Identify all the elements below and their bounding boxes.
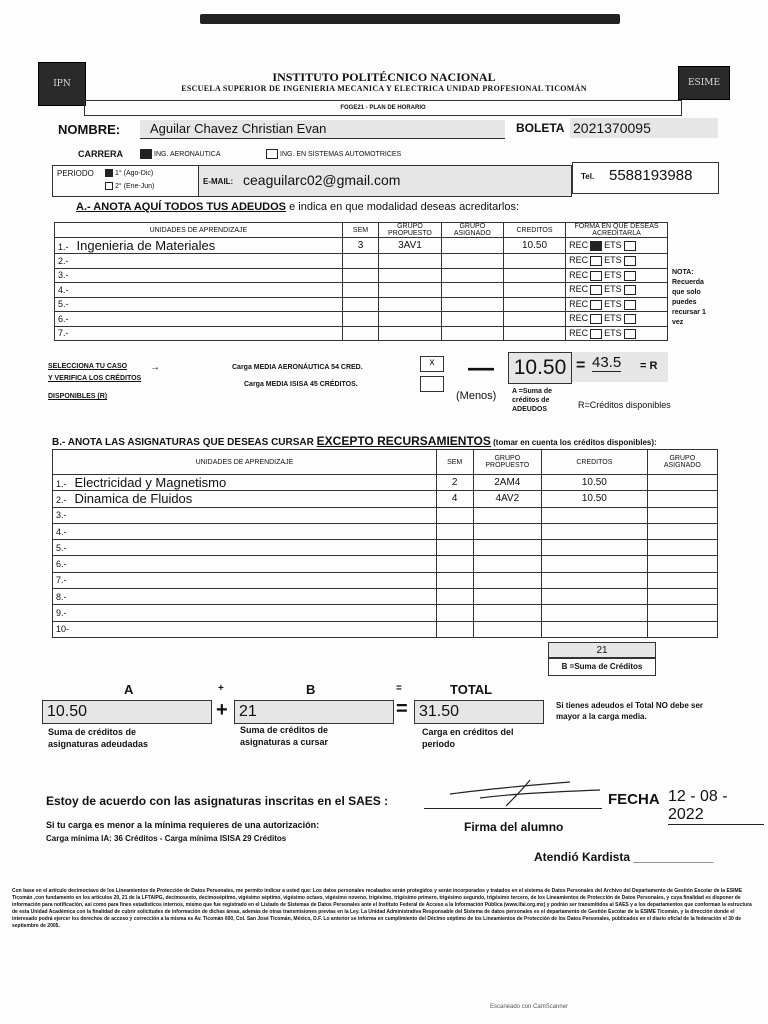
- r-label: = R: [640, 360, 658, 372]
- b-sum-value: 21: [596, 645, 608, 656]
- asignatura-sem[interactable]: [436, 621, 473, 637]
- asignatura-ua[interactable]: [53, 589, 437, 605]
- adeudos-header-row: [55, 223, 668, 238]
- carrera-opt-aero[interactable]: [138, 149, 221, 159]
- asignatura-grupo[interactable]: [473, 523, 542, 539]
- col-header: CREDITOS: [542, 450, 648, 475]
- adeudo-sem[interactable]: [342, 283, 378, 298]
- ets-label: ETS: [604, 298, 622, 309]
- adeudo-grupo[interactable]: [379, 283, 442, 298]
- row-number: 4.-: [56, 526, 67, 537]
- row-number: 10-: [56, 624, 70, 635]
- b-sum-caption: B =Suma de Créditos: [548, 657, 656, 676]
- ets-checkbox[interactable]: [624, 285, 636, 295]
- asignatura-row: [53, 475, 718, 491]
- periodo-opt1[interactable]: [103, 169, 153, 177]
- email-value: ceaguilarc02@gmail.com: [243, 172, 401, 188]
- row-number: 4.-: [58, 284, 69, 295]
- asignatura-sem[interactable]: [436, 523, 473, 539]
- total-a-value: 10.50: [47, 703, 88, 720]
- min-values: Carga mínima IA: 36 Créditos - Carga mínima ISISA 29 Créditos: [46, 834, 287, 843]
- asignatura-asig[interactable]: [647, 540, 717, 556]
- section-a-title-bold: A.- ANOTA AQUÍ TODOS TUS ADEUDOS: [76, 201, 287, 213]
- adeudo-forma[interactable]: [566, 297, 668, 312]
- asignatura-ua-value: Dinamica de Fluidos: [74, 491, 193, 507]
- adeudo-asig[interactable]: [441, 238, 503, 254]
- kardista-label[interactable]: Atendió Kardista ____________: [534, 850, 714, 864]
- adeudo-cred[interactable]: [503, 254, 565, 269]
- asignaturas-table: [52, 449, 718, 638]
- ets-checkbox[interactable]: [624, 241, 636, 251]
- asignatura-asig[interactable]: [647, 605, 717, 621]
- asignatura-row: [53, 523, 718, 539]
- ets-label: ETS: [604, 240, 622, 251]
- asignatura-sem[interactable]: [436, 589, 473, 605]
- adeudo-asig[interactable]: [441, 254, 503, 269]
- asignatura-asig[interactable]: [647, 475, 717, 491]
- adeudo-grupo[interactable]: [379, 297, 442, 312]
- total-label: TOTAL: [450, 682, 493, 697]
- row-number: 7.-: [56, 575, 67, 586]
- adeudo-ua[interactable]: [55, 326, 343, 341]
- asignatura-ua-value: Electricidad y Magnetismo: [74, 475, 227, 491]
- ets-checkbox[interactable]: [624, 329, 636, 339]
- asignatura-sem[interactable]: [436, 605, 473, 621]
- a-sum-box: [508, 352, 572, 384]
- r-value: 43.5: [592, 354, 622, 371]
- adeudo-forma[interactable]: [566, 268, 668, 283]
- ets-label: ETS: [604, 313, 622, 324]
- adeudo-sem[interactable]: [342, 268, 378, 283]
- adeudo-row: [55, 326, 668, 341]
- asignatura-cred[interactable]: 10.50: [542, 491, 648, 507]
- checkbox-checked-icon: [140, 149, 152, 159]
- carrera-opt-aero-label: ING. AERONAUTICA: [154, 150, 221, 158]
- rec-checkbox[interactable]: [590, 300, 602, 310]
- carga-isisa-checkbox[interactable]: [420, 376, 444, 392]
- section-a-title-rest: e indica en que modalidad deseas acreditarlos:: [286, 201, 520, 213]
- esime-logo: ESIME: [678, 66, 730, 100]
- asignatura-cred[interactable]: [542, 540, 648, 556]
- section-b-title-c: (tomar en cuenta los créditos disponibles):: [490, 438, 657, 447]
- nombre-value: Aguilar Chavez Christian Evan: [150, 121, 327, 136]
- signature-image: [440, 772, 610, 812]
- rec-label: REC: [569, 298, 589, 309]
- row-number: 7.-: [58, 328, 69, 339]
- row-number: 8.-: [56, 591, 67, 602]
- adeudo-forma[interactable]: [566, 254, 668, 269]
- ets-label: ETS: [604, 327, 622, 338]
- form-code: FOGE21 - PLAN DE HORARIO: [340, 105, 426, 111]
- rec-checkbox[interactable]: [590, 285, 602, 295]
- asignatura-ua[interactable]: [53, 572, 437, 588]
- scan-edge: [200, 14, 620, 24]
- total-eq-top: =: [396, 683, 402, 694]
- rec-label: REC: [569, 327, 589, 338]
- asignatura-asig[interactable]: [647, 589, 717, 605]
- asignatura-row: [53, 556, 718, 572]
- row-number: 6.-: [56, 559, 67, 570]
- asignatura-cred[interactable]: [542, 605, 648, 621]
- ets-label: ETS: [604, 255, 622, 266]
- asignatura-grupo[interactable]: [473, 605, 542, 621]
- arrow-right-icon: →: [150, 362, 160, 373]
- carrera-label: CARRERA: [78, 149, 123, 159]
- asignatura-grupo[interactable]: [473, 540, 542, 556]
- adeudo-row: [55, 312, 668, 327]
- asignatura-row: [53, 540, 718, 556]
- asignatura-grupo[interactable]: 4AV2: [473, 491, 542, 507]
- asignatura-sem[interactable]: [436, 507, 473, 523]
- rec-label: REC: [569, 284, 589, 295]
- min-note: Si tu carga es menor a la mínima requieres de una autorización:: [46, 820, 320, 830]
- section-b-title: [52, 434, 657, 448]
- carga-aero: Carga MEDIA AERONÁUTICA 54 CRED.: [232, 364, 363, 371]
- adeudo-ua-value: Ingenieria de Materiales: [76, 238, 216, 253]
- asignatura-row: [53, 572, 718, 588]
- asignatura-asig[interactable]: [647, 572, 717, 588]
- adeudo-ua[interactable]: [55, 268, 343, 283]
- asignatura-ua[interactable]: [53, 621, 437, 637]
- tel-box[interactable]: [572, 162, 719, 194]
- ets-checkbox[interactable]: [624, 271, 636, 281]
- asignatura-ua[interactable]: [53, 475, 437, 491]
- email-label: E-MAIL:: [203, 177, 234, 186]
- col-header: UNIDADES DE APRENDIZAJE: [55, 223, 343, 238]
- carga-aero-checkbox[interactable]: [420, 356, 444, 372]
- adeudo-row: [55, 297, 668, 312]
- row-number: 5.-: [58, 299, 69, 310]
- rec-checkbox[interactable]: [590, 256, 602, 266]
- rec-checkbox[interactable]: [590, 314, 602, 324]
- rec-checkbox[interactable]: [590, 271, 602, 281]
- rec-label: REC: [569, 240, 589, 251]
- asignatura-sem[interactable]: [436, 540, 473, 556]
- adeudo-asig[interactable]: [441, 297, 503, 312]
- adeudo-asig[interactable]: [441, 326, 503, 341]
- asignatura-row: [53, 507, 718, 523]
- col-header: GRUPO PROPUESTO: [473, 450, 542, 475]
- row-number: 3.-: [58, 270, 69, 281]
- school-name: ESCUELA SUPERIOR DE INGENIERIA MECANICA Y ELECTRICA UNIDAD PROFESIONAL TICOMÁN: [181, 84, 587, 93]
- nombre-field[interactable]: [140, 120, 505, 139]
- row-number: 1.-: [58, 242, 69, 252]
- adeudo-row: [55, 283, 668, 298]
- col-header: GRUPO ASIGNADO: [441, 223, 503, 238]
- minus-sign: —: [468, 352, 494, 382]
- asignatura-asig[interactable]: [647, 621, 717, 637]
- rec-label: REC: [569, 269, 589, 280]
- asignatura-sem[interactable]: 2: [436, 475, 473, 491]
- asignatura-ua[interactable]: [53, 507, 437, 523]
- asignatura-cred[interactable]: [542, 572, 648, 588]
- total-caption: Carga en créditos del periodo: [422, 727, 514, 749]
- total-a-label: A: [124, 682, 134, 697]
- adeudo-ua[interactable]: [55, 254, 343, 269]
- total-b-caption: Suma de créditos de asignaturas a cursar: [240, 725, 329, 747]
- r-caption: R=Créditos disponibles: [578, 400, 671, 410]
- asignatura-cred[interactable]: [542, 507, 648, 523]
- adeudo-cred[interactable]: [503, 326, 565, 341]
- adeudo-cred[interactable]: [503, 268, 565, 283]
- adeudo-sem[interactable]: [342, 326, 378, 341]
- email-box[interactable]: [198, 165, 572, 197]
- adeudo-asig[interactable]: [441, 283, 503, 298]
- adeudos-table: [54, 222, 668, 341]
- asignatura-row: [53, 621, 718, 637]
- adeudo-grupo[interactable]: [379, 326, 442, 341]
- asignatura-sem[interactable]: [436, 556, 473, 572]
- periodo-opt1-label: 1° (Ago-Dic): [115, 169, 154, 177]
- fecha-label: FECHA: [608, 791, 660, 808]
- fecha-value[interactable]: 12 - 08 - 2022: [668, 788, 764, 825]
- selecciona-line3: DISPONIBLES (R): [48, 393, 108, 400]
- adeudo-cred[interactable]: 10.50: [503, 238, 565, 254]
- total-note: Si tienes adeudos el Total NO debe ser mayor a la carga media.: [556, 701, 704, 721]
- boleta-label: BOLETA: [516, 121, 565, 135]
- row-number: 5.-: [56, 542, 67, 553]
- agreement-statement: Estoy de acuerdo con las asignaturas inscritas en el SAES :: [46, 794, 389, 808]
- tel-label: Tel.: [581, 172, 595, 181]
- total-value: 31.50: [419, 703, 460, 720]
- carrera-opt-auto-label: ING. EN SISTEMAS AUTOMOTRICES: [280, 150, 402, 158]
- asignatura-ua[interactable]: [53, 540, 437, 556]
- adeudo-row: [55, 254, 668, 269]
- aero-mark: x: [429, 357, 435, 368]
- selecciona-caso: [48, 361, 141, 403]
- asignatura-ua[interactable]: [53, 491, 437, 507]
- asignatura-grupo[interactable]: [473, 621, 542, 637]
- adeudo-grupo[interactable]: 3AV1: [379, 238, 442, 254]
- section-a-title: [76, 201, 519, 213]
- col-header: CREDITOS: [503, 223, 565, 238]
- row-number: 2.-: [58, 255, 69, 266]
- adeudo-asig[interactable]: [441, 268, 503, 283]
- asignatura-asig[interactable]: [647, 491, 717, 507]
- asignatura-cred[interactable]: [542, 589, 648, 605]
- adeudo-sem[interactable]: [342, 297, 378, 312]
- nombre-label: NOMBRE:: [58, 122, 121, 137]
- ipn-logo: IPN: [38, 62, 86, 106]
- ets-label: ETS: [604, 269, 622, 280]
- asignatura-grupo[interactable]: [473, 589, 542, 605]
- adeudo-row: [55, 238, 668, 254]
- a-sum-value: 10.50: [513, 356, 567, 379]
- adeudo-ua[interactable]: [55, 312, 343, 327]
- a-caption: A =Suma de créditos de ADEUDOS: [512, 388, 553, 413]
- r-box: [572, 352, 668, 382]
- row-number: 9.-: [56, 608, 67, 619]
- carrera-opt-auto[interactable]: [264, 149, 401, 159]
- checkbox-checked-icon: [105, 169, 113, 177]
- checkbox-icon: [266, 149, 278, 159]
- col-header: FORMA EN QUE DESEAS ACREDITARLA: [566, 223, 668, 238]
- adeudo-sem[interactable]: 3: [342, 238, 378, 254]
- adeudo-cred[interactable]: [503, 312, 565, 327]
- adeudo-cred[interactable]: [503, 297, 565, 312]
- adeudo-forma[interactable]: [566, 283, 668, 298]
- periodo-opt2-label: 2° (Ene-Jun): [115, 182, 155, 190]
- asignatura-cred[interactable]: [542, 556, 648, 572]
- adeudo-grupo[interactable]: [379, 312, 442, 327]
- row-number: 1.-: [56, 479, 67, 490]
- col-header: GRUPO PROPUESTO: [379, 223, 442, 238]
- nota-recursar: NOTA: Recuerda que solo puedes recursar 1 vez: [672, 269, 706, 326]
- adeudo-ua[interactable]: [55, 297, 343, 312]
- asignatura-row: [53, 491, 718, 507]
- equals-sign: =: [576, 357, 586, 374]
- equals-sign-total: =: [396, 698, 408, 720]
- plus-sign: +: [216, 699, 228, 721]
- asignaturas-header-row: [53, 450, 718, 475]
- adeudo-sem[interactable]: [342, 312, 378, 327]
- row-number: 3.-: [56, 510, 67, 521]
- periodo-opt2[interactable]: [103, 182, 154, 190]
- checkbox-icon: [105, 182, 113, 190]
- firma-label: Firma del alumno: [464, 820, 564, 834]
- selecciona-line2: Y VERIFICA LOS CRÉDITOS: [48, 375, 142, 382]
- adeudo-ua[interactable]: [55, 238, 343, 254]
- selecciona-line1: SELECCIONA TU CASO: [48, 363, 128, 370]
- rec-checkbox[interactable]: [590, 241, 602, 251]
- asignatura-asig[interactable]: [647, 556, 717, 572]
- legal-notice: Con base en el artículo decimoctavo de los Lineamientos de Protección de Datos Personales, me permito indicar a usted que: Los datos personales recabados serán protegidos y serán incorporados y tratados en el sistema de Datos Personales del Archivo del Departamento de Gestión Escolar de la ESIME Ticomán ,con fundamento en los artículos 20, 21 de la LFTAIPG, decimosexto, decimoséptimo, vigésimo séptimo, vigésimo octavo, vigésimo noveno, trigésimo, trigésimo primero, trigésimo segundo, trigésimo tercero, de los Lineamientos de Protección de Datos Personales, y cuya finalidad es disponer de información para notificación, así como para fines estadísticos internos, mismo que fue registrado en el Listado de Sistemas de Datos Personales ante el Instituto Federal de Acceso a la Información Pública (www.ifai.org.mx) y podrán ser transmitidos al SAES y a los departamentos que conforman la estructura de esta Unidad Académica con la finalidad de cubrir solicitudes de información de dichas áreas, además de otras transmisiones previas en la Ley. La Unidad Administrativa Responsable del Sistema de datos personales es el departamento de Gestión Escolar de la ESIME Ticomán, y la dirección donde el interesado podrá ejercer los derechos de acceso y corrección a la misma es Av. Ticomán 600, Col. San José Ticomán, México, D.F. Lo anterior se informa en cumplimiento del Décimo séptimo de los Lineamientos de Protección de los Datos Personales, publicados en el diario oficial de la federación el 30 de septiembre de 2005.: [12, 888, 752, 929]
- section-b-title-b: EXCEPTO RECURSAMIENTOS: [316, 434, 491, 448]
- rec-label: REC: [569, 313, 589, 324]
- adeudo-forma[interactable]: [566, 238, 668, 254]
- boleta-value: 2021370095: [573, 120, 651, 136]
- asignatura-ua[interactable]: [53, 605, 437, 621]
- institute-name: INSTITUTO POLITÉCNICO NACIONAL: [272, 70, 496, 84]
- adeudo-asig[interactable]: [441, 312, 503, 327]
- adeudo-cred[interactable]: [503, 283, 565, 298]
- adeudo-forma[interactable]: [566, 326, 668, 341]
- total-a-box: [42, 700, 212, 724]
- periodo-box: [52, 165, 200, 197]
- boleta-field[interactable]: [570, 118, 718, 138]
- total-a-caption: Suma de créditos de asignaturas adeudadas: [48, 727, 149, 749]
- adeudo-forma[interactable]: [566, 312, 668, 327]
- asignatura-asig[interactable]: [647, 523, 717, 539]
- ets-checkbox[interactable]: [624, 300, 636, 310]
- total-plus-top: +: [218, 683, 224, 694]
- carga-isisa: Carga MEDIA ISISA 45 CRÉDITOS.: [244, 381, 358, 388]
- section-b-title-a: B.- ANOTA LAS ASIGNATURAS QUE DESEAS CURSAR: [52, 437, 317, 448]
- asignatura-ua[interactable]: [53, 523, 437, 539]
- asignatura-row: [53, 605, 718, 621]
- adeudo-sem[interactable]: [342, 254, 378, 269]
- asignatura-cred[interactable]: [542, 523, 648, 539]
- col-header: SEM: [342, 223, 378, 238]
- col-header: GRUPO ASIGNADO: [647, 450, 717, 475]
- total-b-label: B: [306, 682, 316, 697]
- adeudo-grupo[interactable]: [379, 268, 442, 283]
- row-number: 6.-: [58, 313, 69, 324]
- ets-label: ETS: [604, 284, 622, 295]
- rec-checkbox[interactable]: [590, 329, 602, 339]
- asignatura-grupo[interactable]: [473, 556, 542, 572]
- camscanner-footer: Escaneado con CamScanner: [490, 1004, 569, 1010]
- total-b-box: [234, 700, 394, 724]
- total-box: [414, 700, 544, 724]
- ets-checkbox[interactable]: [624, 314, 636, 324]
- adeudo-ua[interactable]: [55, 283, 343, 298]
- adeudo-grupo[interactable]: [379, 254, 442, 269]
- periodo-label: PERIODO: [57, 169, 94, 178]
- menos-label: (Menos): [456, 390, 497, 402]
- ets-checkbox[interactable]: [624, 256, 636, 266]
- asignatura-sem[interactable]: 4: [436, 491, 473, 507]
- row-number: 2.-: [56, 495, 67, 506]
- col-header: UNIDADES DE APRENDIZAJE: [53, 450, 437, 475]
- asignatura-cred[interactable]: 10.50: [542, 475, 648, 491]
- tel-value: 5588193988: [609, 167, 693, 184]
- col-header: SEM: [436, 450, 473, 475]
- asignatura-sem[interactable]: [436, 572, 473, 588]
- form-code-box: [84, 100, 682, 116]
- asignatura-grupo[interactable]: [473, 572, 542, 588]
- asignatura-cred[interactable]: [542, 621, 648, 637]
- asignatura-row: [53, 589, 718, 605]
- asignatura-grupo[interactable]: 2AM4: [473, 475, 542, 491]
- total-b-value: 21: [239, 703, 257, 720]
- adeudo-row: [55, 268, 668, 283]
- asignatura-grupo[interactable]: [473, 507, 542, 523]
- asignatura-asig[interactable]: [647, 507, 717, 523]
- asignatura-ua[interactable]: [53, 556, 437, 572]
- rec-label: REC: [569, 255, 589, 266]
